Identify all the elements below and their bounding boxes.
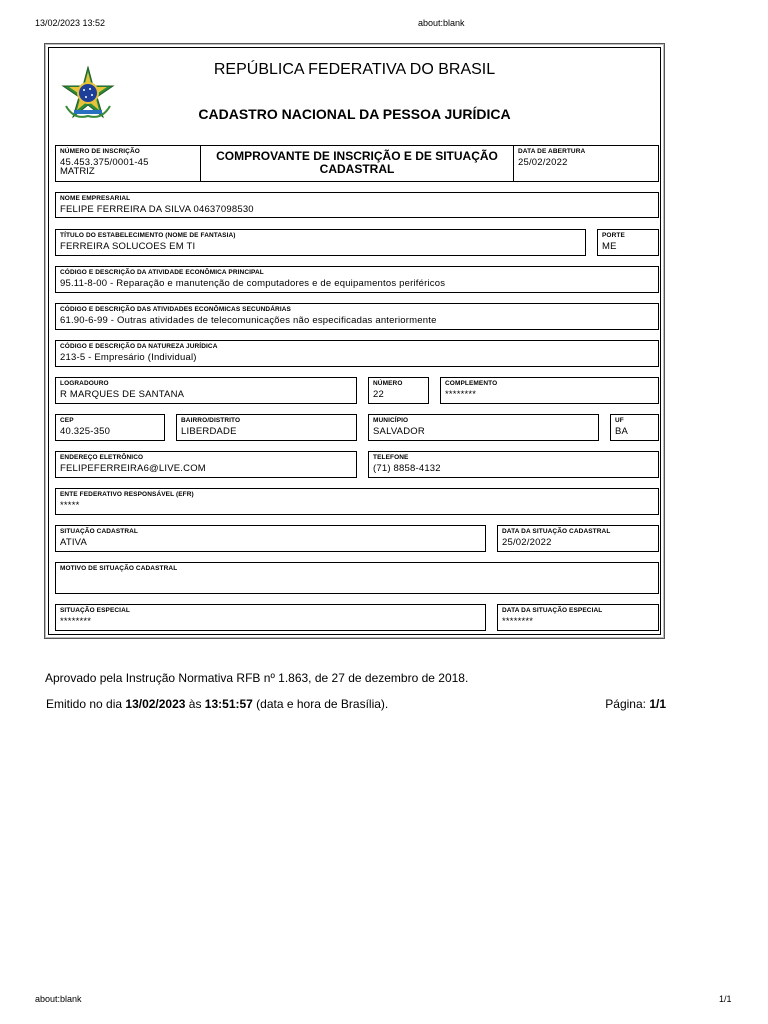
field-value: 25/02/2022	[518, 157, 568, 168]
field-value: *****	[60, 500, 80, 511]
print-page-count: 1/1	[719, 994, 732, 1004]
emission-suffix: (data e hora de Brasília).	[252, 697, 389, 711]
field-inscricao	[55, 145, 201, 182]
field-value: BA	[615, 426, 629, 437]
field-cep	[55, 414, 165, 441]
field-label: NÚMERO	[373, 380, 403, 387]
field-value: ********	[60, 616, 92, 627]
emission-time: 13:51:57	[204, 697, 253, 711]
field-label: ENDEREÇO ELETRÔNICO	[60, 454, 144, 461]
field-label: LOGRADOURO	[60, 380, 109, 387]
approval-note: Aprovado pela Instrução Normativa RFB nº 1.863, de 27 de dezembro de 2018.	[45, 671, 469, 685]
field-value: ********	[502, 616, 534, 627]
field-label: NÚMERO DE INSCRIÇÃO	[60, 148, 140, 155]
page-label: Página:	[605, 697, 650, 711]
field-atividade-principal	[55, 266, 659, 293]
field-value: FERREIRA SOLUCOES EM TI	[60, 241, 196, 252]
comprovante-line2: CADASTRAL	[319, 162, 395, 176]
field-value: FELIPEFERREIRA6@LIVE.COM	[60, 463, 206, 474]
page-value: 1/1	[649, 697, 666, 711]
field-label: CÓDIGO E DESCRIÇÃO DA ATIVIDADE ECONÔMICA PRINCIPAL	[60, 269, 264, 276]
field-value: 95.11-8-00 - Reparação e manutenção de computadores e de equipamentos periféricos	[60, 278, 446, 289]
field-label: CÓDIGO E DESCRIÇÃO DA NATUREZA JURÍDICA	[60, 343, 218, 350]
field-label: UF	[615, 417, 624, 424]
field-label: TÍTULO DO ESTABELECIMENTO (NOME DE FANTASIA)	[60, 232, 236, 239]
field-data-situacao-especial	[497, 604, 659, 631]
field-label: MOTIVO DE SITUAÇÃO CADASTRAL	[60, 565, 178, 572]
field-value: 25/02/2022	[502, 537, 552, 548]
field-label: ENTE FEDERATIVO RESPONSÁVEL (EFR)	[60, 491, 194, 498]
field-motivo-situacao	[55, 562, 659, 594]
field-label: CÓDIGO E DESCRIÇÃO DAS ATIVIDADES ECONÔMICAS SECUNDÁRIAS	[60, 306, 291, 313]
print-url-bottom: about:blank	[35, 994, 82, 1004]
field-value: 45.453.375/0001-45	[60, 157, 149, 168]
field-value: 22	[373, 389, 384, 400]
field-municipio	[368, 414, 599, 441]
emission-prefix: Emitido no dia	[46, 697, 126, 711]
field-value-tipo: MATRIZ	[60, 166, 95, 177]
emission-date: 13/02/2023	[125, 697, 186, 711]
field-natureza-juridica	[55, 340, 659, 367]
field-data-abertura	[513, 145, 659, 182]
field-situacao-especial	[55, 604, 486, 631]
field-value: R MARQUES DE SANTANA	[60, 389, 185, 400]
field-value: SALVADOR	[373, 426, 425, 437]
field-label: BAIRRO/DISTRITO	[181, 417, 241, 424]
field-label: SITUAÇÃO CADASTRAL	[60, 528, 138, 535]
field-value: 40.325-350	[60, 426, 111, 437]
emission-mid: às	[185, 697, 205, 711]
field-telefone	[368, 451, 659, 478]
field-label: DATA DE ABERTURA	[518, 148, 586, 155]
field-label: DATA DA SITUAÇÃO ESPECIAL	[502, 607, 603, 614]
document-subtitle: CADASTRO NACIONAL DA PESSOA JURÍDICA	[198, 106, 511, 122]
field-label: MUNICÍPIO	[373, 417, 409, 424]
field-value: 61.90-6-99 - Outras atividades de telecomunicações não especificadas anteriormente	[60, 315, 437, 326]
field-nome-fantasia	[55, 229, 586, 256]
field-label: CEP	[60, 417, 74, 424]
field-data-situacao-cadastral	[497, 525, 659, 552]
field-label: DATA DA SITUAÇÃO CADASTRAL	[502, 528, 611, 535]
field-situacao-cadastral	[55, 525, 486, 552]
field-atividades-secundarias	[55, 303, 659, 330]
field-value: 213-5 - Empresário (Individual)	[60, 352, 197, 363]
field-label: SITUAÇÃO ESPECIAL	[60, 607, 130, 614]
field-porte	[597, 229, 659, 256]
field-label: COMPLEMENTO	[445, 380, 498, 387]
field-value: ********	[445, 389, 477, 400]
document-title: REPÚBLICA FEDERATIVA DO BRASIL	[213, 61, 496, 78]
field-value: LIBERDADE	[181, 426, 237, 437]
field-email	[55, 451, 357, 478]
field-uf	[610, 414, 659, 441]
field-logradouro	[55, 377, 357, 404]
field-value: ATIVA	[60, 537, 88, 548]
field-efr	[55, 488, 659, 515]
page-indicator	[605, 697, 666, 711]
field-value: (71) 8858-4132	[373, 463, 441, 474]
field-value: ME	[602, 241, 617, 252]
field-label: PORTE	[602, 232, 625, 239]
field-bairro	[176, 414, 357, 441]
field-numero	[368, 377, 429, 404]
field-label: TELEFONE	[373, 454, 409, 461]
field-value: FELIPE FERREIRA DA SILVA 04637098530	[60, 204, 254, 215]
print-datetime: 13/02/2023 13:52	[35, 18, 106, 28]
field-comprovante-title	[200, 145, 514, 182]
field-nome-empresarial	[55, 192, 659, 218]
emission-note	[46, 697, 388, 711]
print-url-top: about:blank	[418, 18, 465, 28]
field-complemento	[440, 377, 659, 404]
comprovante-line1: COMPROVANTE DE INSCRIÇÃO E DE SITUAÇÃO	[216, 149, 498, 163]
field-label: NOME EMPRESARIAL	[60, 195, 131, 202]
